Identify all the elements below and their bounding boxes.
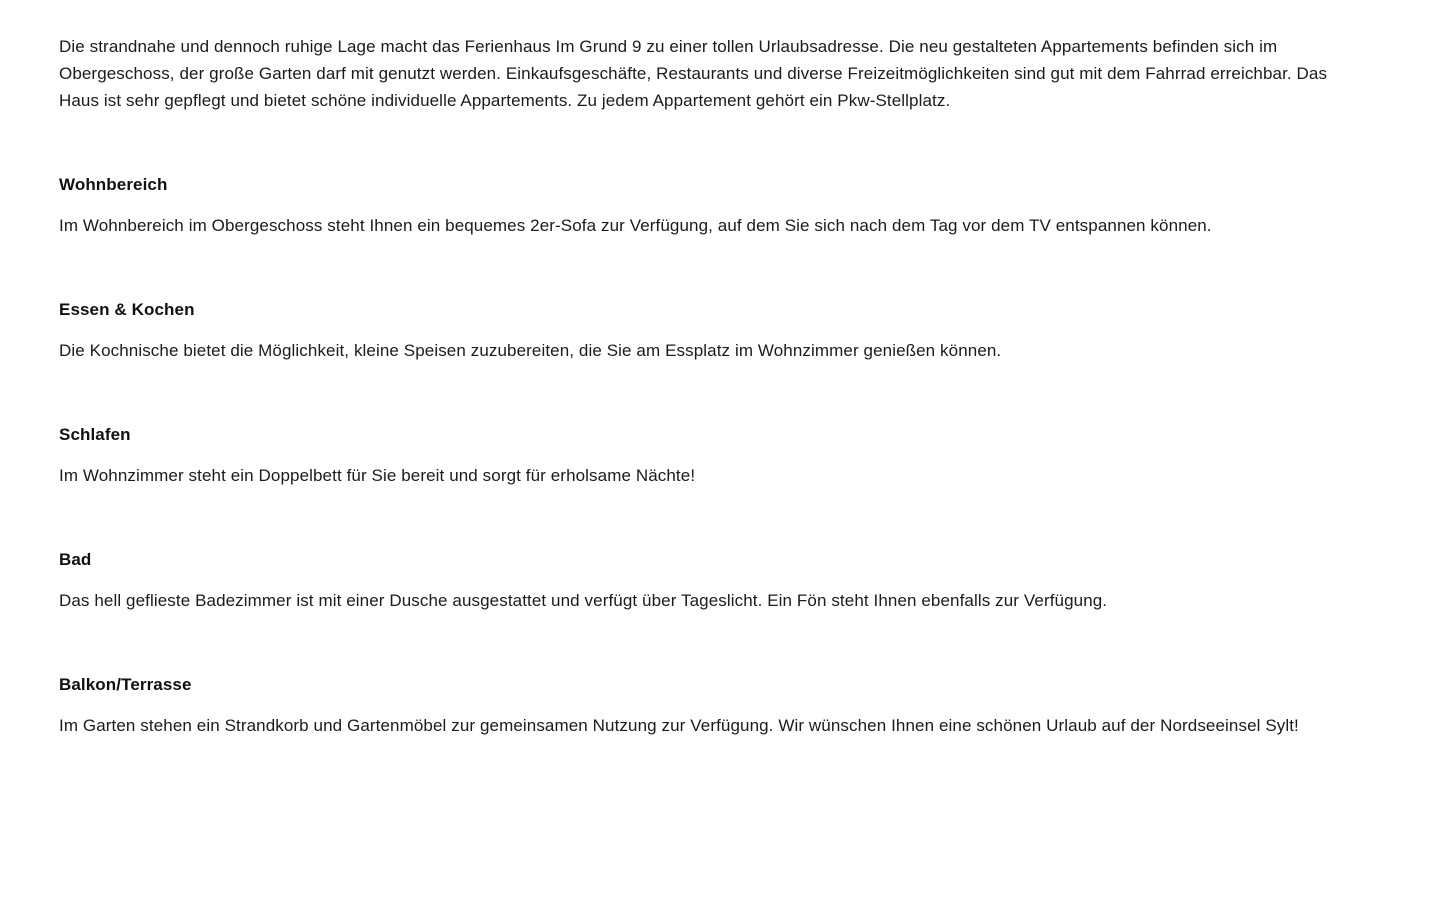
section-heading-schlafen: Schlafen bbox=[59, 425, 131, 444]
section-body-balkon-terrasse: Im Garten stehen ein Strandkorb und Gartenmöbel zur gemeinsamen Nutzung zur Verfügung. Wir wünschen Ihnen eine schönen Urlaub auf der Nordseeinsel Sylt! bbox=[59, 716, 1299, 735]
section-body-bad: Das hell geflieste Badezimmer ist mit einer Dusche ausgestattet und verfügt über Tageslicht. Ein Fön steht Ihnen ebenfalls zur Verfügung. bbox=[59, 591, 1108, 610]
section-body-essen-kochen: Die Kochnische bietet die Möglichkeit, kleine Speisen zuzubereiten, die Sie am Essplatz im Wohnzimmer genießen können. bbox=[59, 341, 1002, 360]
section-body-schlafen: Im Wohnzimmer steht ein Doppelbett für Sie bereit und sorgt für erholsame Nächte! bbox=[59, 466, 696, 485]
section-heading-essen-kochen: Essen & Kochen bbox=[59, 300, 195, 319]
section-heading-bad: Bad bbox=[59, 550, 92, 569]
section-heading-wohnbereich: Wohnbereich bbox=[59, 175, 168, 194]
document-body bbox=[59, 33, 1341, 739]
section-wohnbereich bbox=[59, 171, 1341, 239]
section-essen-kochen bbox=[59, 296, 1341, 364]
section-schlafen bbox=[59, 421, 1341, 489]
section-bad bbox=[59, 546, 1341, 614]
section-balkon-terrasse bbox=[59, 671, 1341, 739]
section-heading-balkon-terrasse: Balkon/Terrasse bbox=[59, 675, 192, 694]
intro-paragraph: Die strandnahe und dennoch ruhige Lage macht das Ferienhaus Im Grund 9 zu einer tollen Urlaubsadresse. Die neu gestalteten Appartements befinden sich im Obergeschoss, der große Garten darf mit genutzt werden. Einkaufsgeschäfte, Restaurants und diverse Freizeitmöglichkeiten sind gut mit dem Fahrrad erreichbar. Das Haus ist sehr gepflegt und bietet schöne individuelle Appartements. Zu jedem Appartement gehört ein Pkw-Stellplatz. bbox=[59, 37, 1328, 110]
section-body-wohnbereich: Im Wohnbereich im Obergeschoss steht Ihnen ein bequemes 2er-Sofa zur Verfügung, auf dem Sie sich nach dem Tag vor dem TV entspannen können. bbox=[59, 216, 1212, 235]
